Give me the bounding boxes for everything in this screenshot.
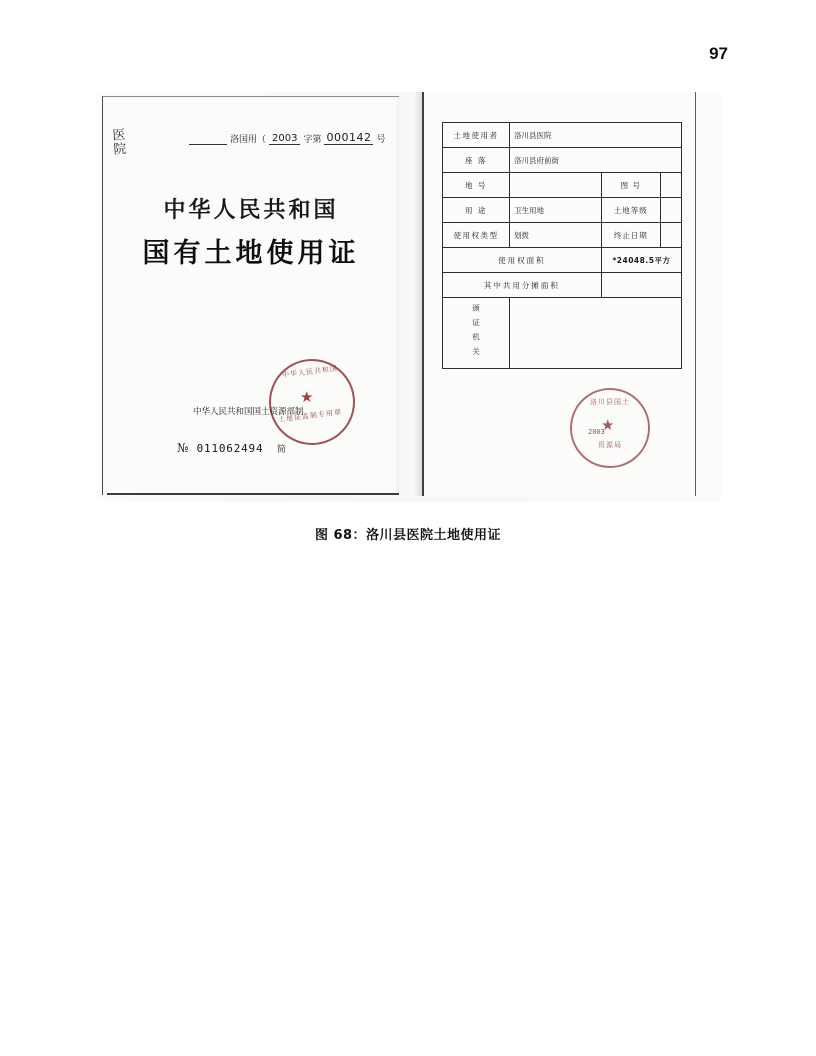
serial-leading-rule <box>189 135 227 145</box>
row-label-shared-area: 其中共用分摊面积 <box>443 273 602 298</box>
row-label-use: 用 途 <box>443 198 510 223</box>
row-label-map-no: 图 号 <box>601 173 660 198</box>
seal-side-text: 中华人民共和国国土资源部制 <box>193 407 304 417</box>
row-value-land-grade <box>660 198 681 223</box>
inner-page-right-rule <box>695 92 696 496</box>
table-row <box>443 173 682 198</box>
table-row <box>443 123 682 148</box>
row-label-land-grade: 土地等级 <box>601 198 660 223</box>
certificate-cover <box>102 96 399 495</box>
row-value-issuer-seal <box>510 298 682 369</box>
land-certificate-table <box>442 122 682 369</box>
serial-suffix: 号 <box>376 135 386 145</box>
seal-bottom-text: 土地证监制专用章 <box>277 408 343 424</box>
row-value-parcel-no <box>510 173 602 198</box>
issuer-red-seal <box>570 388 650 468</box>
serial-prefix: 洛国用（ <box>230 135 267 145</box>
table-row <box>443 148 682 173</box>
row-value-area: *24048.5平方 <box>601 248 681 273</box>
row-value-land-user: 洛川县医院 <box>510 123 682 148</box>
number-tail-mark: 简 <box>276 445 287 455</box>
row-label-land-user: 土地使用者 <box>443 123 510 148</box>
row-value-right-type: 划拨 <box>510 223 602 248</box>
cover-title-line2: 国有土地使用证 <box>142 238 360 269</box>
cover-title-line1: 中华人民共和国 <box>163 198 339 223</box>
cover-serial-line <box>189 131 389 145</box>
row-label-parcel-no: 地 号 <box>443 173 510 198</box>
table-row <box>443 198 682 223</box>
figure-caption: 图 68：洛川县医院土地使用证 <box>314 528 502 543</box>
row-value-end-date <box>660 223 681 248</box>
table-row <box>443 248 682 273</box>
issuer-seal-date: 2003 <box>588 428 605 436</box>
row-value-location: 洛川县府前街 <box>510 148 682 173</box>
table-row <box>443 273 682 298</box>
serial-number: 000142 <box>326 131 372 144</box>
issuer-seal-top-text: 洛川县国土 <box>590 398 630 406</box>
page-number: 97 <box>709 44 728 63</box>
number-value: 011062494 <box>196 442 264 455</box>
cover-certificate-number <box>177 441 287 455</box>
serial-year: 2003 <box>269 133 300 145</box>
row-label-end-date: 终止日期 <box>601 223 660 248</box>
table-row <box>443 298 682 369</box>
star-icon: ★ <box>601 418 615 434</box>
row-label-location: 座 落 <box>443 148 510 173</box>
row-value-use: 卫生用地 <box>510 198 602 223</box>
issuer-seal-bottom-text: 资源局 <box>598 441 622 449</box>
row-value-map-no <box>660 173 681 198</box>
serial-mid: 字第 <box>303 135 322 145</box>
star-icon: ★ <box>300 390 314 406</box>
row-label-area: 使用权面积 <box>443 248 602 273</box>
cover-red-seal <box>193 359 365 445</box>
certificate-inner-page <box>422 92 722 496</box>
scanned-figure <box>96 92 720 502</box>
row-value-shared-area <box>601 273 681 298</box>
seal-top-text: 中华人民共和国 <box>281 364 339 380</box>
table-row <box>443 223 682 248</box>
issuer-label-text: 颁证机关 <box>471 304 481 362</box>
row-label-right-type: 使用权类型 <box>443 223 510 248</box>
row-label-issuer <box>443 298 510 369</box>
number-symbol: № <box>177 441 190 455</box>
cover-side-mark: 医院 <box>112 127 127 158</box>
